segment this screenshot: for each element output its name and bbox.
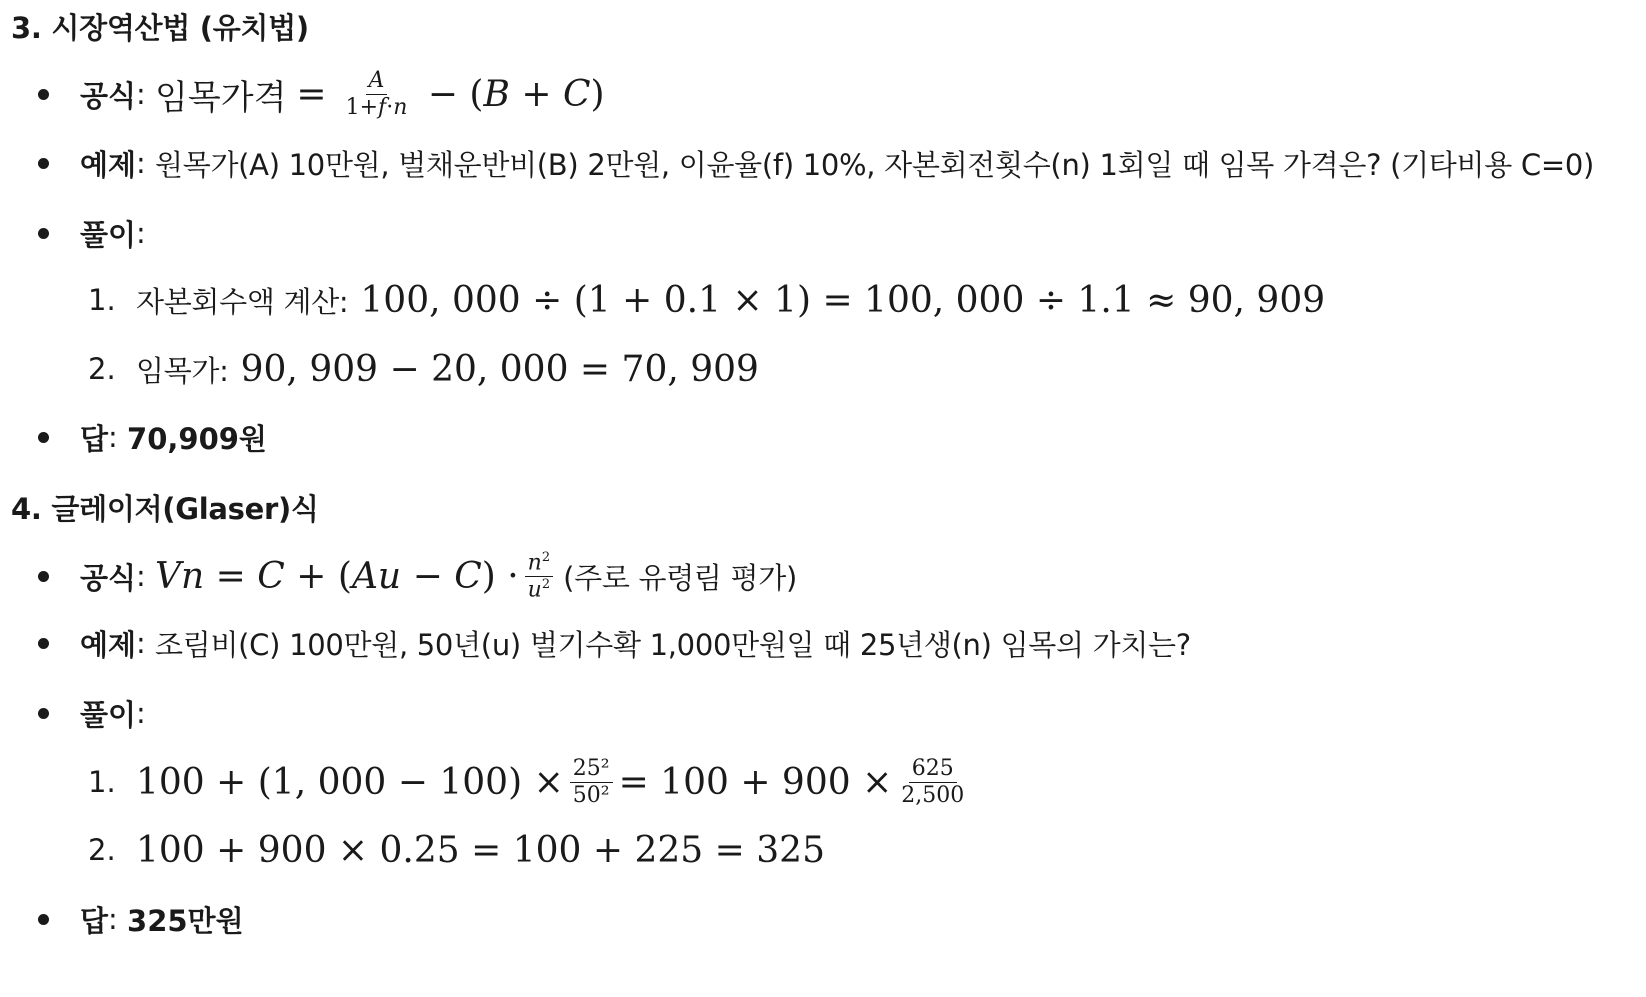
- glaser-fraction: $\frac{n^2}{u^2}$: [525, 551, 553, 601]
- step-math-a: 100 + (1, 000 − 100) ×: [136, 761, 564, 803]
- step-math-b: = 100 + 900 ×: [618, 761, 893, 803]
- example-label: 예제: [80, 147, 137, 182]
- formula-label: 공식: [80, 78, 137, 113]
- example-label: 예제: [80, 627, 137, 662]
- solution-step-3-2: [88, 345, 759, 393]
- answer-item-3: 답 : 70,909원: [38, 415, 267, 459]
- section-heading-3: 3. 시장역산법 (유치법): [11, 10, 309, 45]
- formula-fraction: $\frac{A}{1+f\cdot n}$: [345, 68, 408, 120]
- glaser-formula: Vn = C + (Au − C) ·: [155, 555, 519, 597]
- step-text: 임목가:: [136, 353, 229, 388]
- solution-step-4-1: [88, 752, 973, 812]
- step-number: 1.: [88, 765, 116, 799]
- step-number: 1.: [88, 283, 116, 317]
- example-text: 원목가(A) 10만원, 벌채운반비(B) 2만원, 이윤율(f) 10%, 자본회전횟수(n) 1회일 때 임목 가격은? (기타비용 C=0): [155, 147, 1594, 182]
- bullet-icon: [38, 638, 49, 649]
- bullet-icon: [38, 158, 49, 169]
- bullet-icon: [38, 432, 49, 443]
- step-number: 2.: [88, 352, 116, 386]
- formula-lhs: 임목가격: [155, 77, 287, 118]
- formula-item-4: 공식 : Vn = C + (Au − C) · $\frac{n^2}{u^2}$ (주로 유령림 평가): [38, 548, 797, 604]
- step-fraction-b: $\frac{625}{2,500}$: [901, 756, 965, 808]
- step-text: 자본회수액 계산:: [136, 284, 349, 319]
- step-math: 100, 000 ÷ (1 + 0.1 × 1) = 100, 000 ÷ 1.1 ≈ 90, 909: [360, 279, 1326, 321]
- bullet-icon: [38, 914, 49, 925]
- example-item-4: 예제 : 조림비(C) 100만원, 50년(u) 벌기수확 1,000만원일 때 25년생(n) 임목의 가치는?: [38, 621, 1191, 665]
- solution-step-4-2: [88, 826, 825, 874]
- answer-item-4: 답 : 325만원: [38, 897, 244, 941]
- bullet-icon: [38, 89, 49, 100]
- answer-label: 답: [80, 903, 109, 938]
- solution-item-4: 풀이 :: [38, 691, 146, 735]
- answer-value: 325만원: [127, 903, 244, 938]
- formula-note: (주로 유령림 평가): [563, 560, 797, 595]
- solution-label: 풀이: [80, 217, 137, 252]
- step-fraction-a: $\frac{\text{25²}}{\text{50²}}$: [570, 757, 613, 806]
- step-number: 2.: [88, 833, 116, 867]
- solution-label: 풀이: [80, 697, 137, 732]
- bullet-icon: [38, 571, 49, 582]
- answer-value: 70,909원: [127, 421, 267, 456]
- bullet-icon: [38, 708, 49, 719]
- formula-label: 공식: [80, 560, 137, 595]
- answer-label: 답: [80, 421, 109, 456]
- bullet-icon: [38, 228, 49, 239]
- step-math: 100 + 900 × 0.25 = 100 + 225 = 325: [136, 829, 825, 871]
- example-item-3: 예제 : 원목가(A) 10만원, 벌채운반비(B) 2만원, 이윤율(f) 10%, 자본회전횟수(n) 1회일 때 임목 가격은? (기타비용 C=0): [38, 141, 1594, 185]
- solution-item-3: 풀이 :: [38, 211, 146, 255]
- formula-rhs: − (B + C): [416, 73, 605, 115]
- step-math: 90, 909 − 20, 000 = 70, 909: [240, 348, 759, 390]
- section-heading-4: 4. 글레이저(Glaser)식: [11, 491, 319, 526]
- solution-step-3-1: [88, 276, 1325, 324]
- example-text: 조림비(C) 100만원, 50년(u) 벌기수확 1,000만원일 때 25년생(n) 임목의 가치는?: [155, 627, 1191, 662]
- formula-item-3: 공식 : 임목가격 = $\frac{A}{1+f\cdot n}$ − (B + C): [38, 70, 605, 118]
